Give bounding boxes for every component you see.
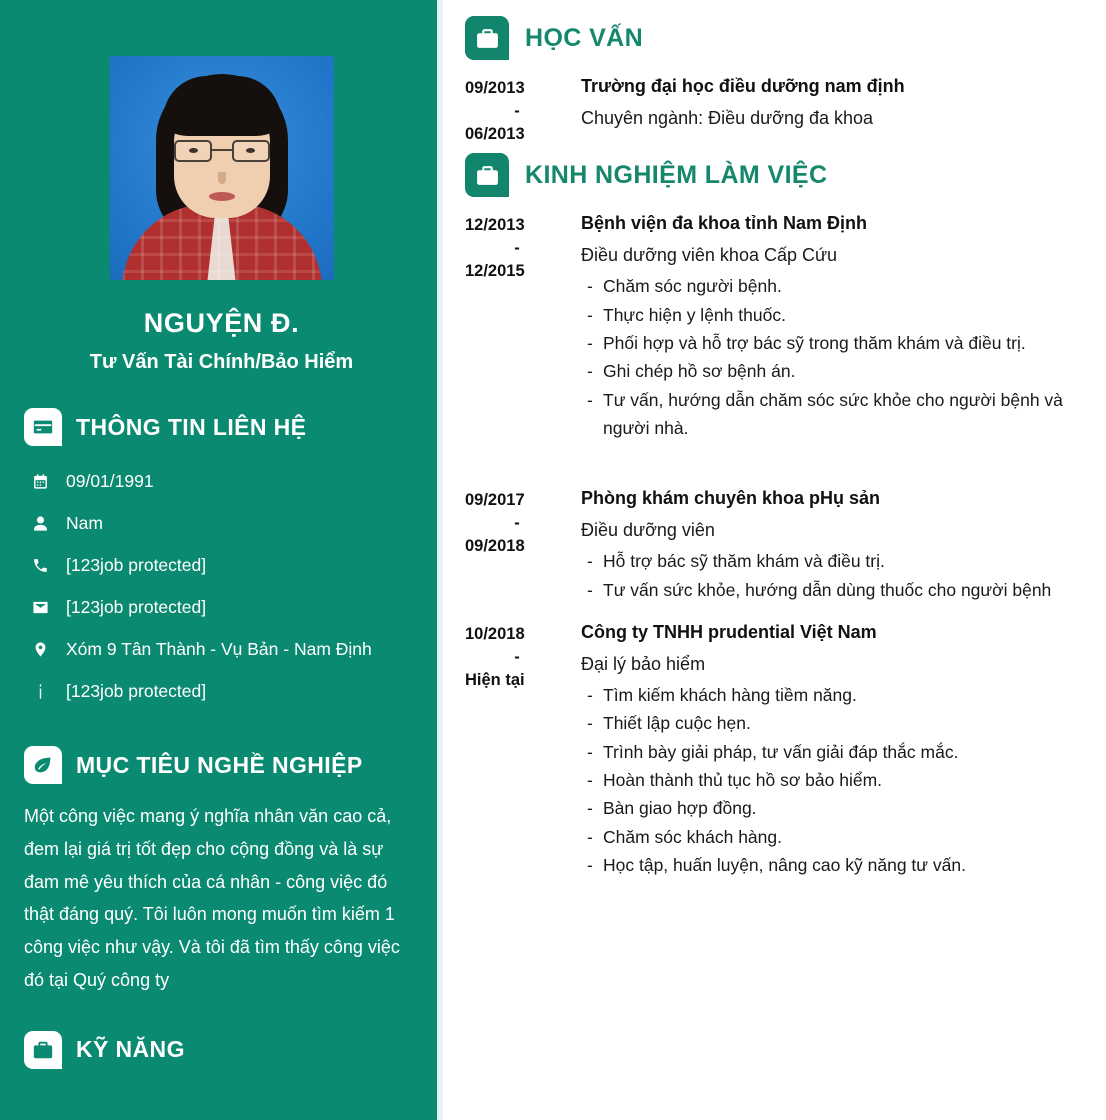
date-start: 09/2013	[465, 79, 525, 97]
list-item: - Thực hiện y lệnh thuốc.	[581, 301, 1106, 329]
location-pin-icon	[30, 641, 50, 658]
section-contact	[24, 408, 419, 712]
spacer	[465, 450, 1106, 488]
photo-container	[24, 0, 419, 280]
list-item: - Thiết lập cuộc hẹn.	[581, 709, 1106, 737]
contact-value-birthdate: 09/01/1991	[66, 470, 154, 491]
education-title: HỌC VẤN	[525, 23, 644, 52]
list-item: - Ghi chép hồ sơ bệnh án.	[581, 357, 1106, 385]
experience-body	[565, 488, 1106, 604]
experience-entry	[465, 213, 1106, 442]
list-item: - Học tập, huấn luyện, nâng cao kỹ năng tư vấn.	[581, 851, 1106, 879]
calendar-icon	[30, 473, 50, 490]
experience-company: Phòng khám chuyên khoa pHụ sản	[581, 488, 881, 509]
date-end: Hiện tại	[465, 670, 525, 689]
contact-title: THÔNG TIN LIÊN HỆ	[76, 413, 307, 440]
skills-header	[24, 1031, 419, 1069]
objective-header	[24, 746, 419, 784]
experience-body	[565, 213, 1106, 442]
experience-position: Điều dưỡng viên khoa Cấp Cứu	[581, 245, 838, 266]
section-skills	[24, 1031, 419, 1069]
experience-entry	[465, 622, 1106, 879]
contact-value-email: [123job protected]	[66, 596, 207, 617]
profile-role: Tư Vấn Tài Chính/Bảo Hiểm	[89, 351, 354, 373]
briefcase-icon	[465, 16, 509, 60]
list-item: - Hỗ trợ bác sỹ thăm khám và điều trị.	[581, 547, 1106, 575]
experience-position: Điều dưỡng viên	[581, 520, 715, 541]
date-start: 12/2013	[465, 216, 525, 235]
avatar	[110, 56, 334, 280]
experience-title: KINH NGHIỆM LÀM VIỆC	[525, 160, 828, 189]
section-experience	[465, 153, 1106, 879]
contact-value-info: [123job protected]	[66, 680, 207, 701]
list-item: - Tìm kiếm khách hàng tiềm năng.	[581, 681, 1106, 709]
list-item: - Hoàn thành thủ tục hồ sơ bảo hiểm.	[581, 766, 1106, 794]
date-end: 09/2018	[465, 536, 525, 555]
experience-company: Bệnh viện đa khoa tỉnh Nam Định	[581, 213, 868, 234]
section-objective	[24, 746, 419, 997]
contact-row-address	[24, 628, 419, 670]
profile-name: NGUYỆN Đ.	[143, 308, 300, 338]
list-item: - Chăm sóc khách hàng.	[581, 823, 1106, 851]
objective-text: Một công việc mang ý nghĩa nhân văn cao cả, đem lại giá trị tốt đẹp cho cộng đồng và là sự đam mê yêu thích của cá nhân - công việc đó thật đáng quý. Tôi luôn mong muốn tìm kiếm 1 công việc như vậy. Và tôi đã tìm thấy công việc đó tại Quý công ty	[24, 806, 400, 990]
info-icon	[30, 683, 50, 700]
envelope-icon	[30, 599, 50, 616]
education-body	[565, 76, 1106, 145]
list-item: - Phối hợp và hỗ trợ bác sỹ trong thăm khám và điều trị.	[581, 329, 1106, 357]
contact-row-birthdate	[24, 460, 419, 502]
date-end: 12/2015	[465, 261, 525, 280]
list-item: - Trình bày giải pháp, tư vấn giải đáp thắc mắc.	[581, 738, 1106, 766]
experience-company: Công ty TNHH prudential Việt Nam	[581, 622, 877, 643]
experience-bullets	[581, 547, 1106, 604]
experience-header	[465, 153, 1106, 197]
experience-entry	[465, 488, 1106, 604]
contact-row-info	[24, 670, 419, 712]
experience-bullets	[581, 272, 1106, 442]
list-item: - Bàn giao hợp đồng.	[581, 794, 1106, 822]
contact-row-gender	[24, 502, 419, 544]
date-start: 09/2017	[465, 491, 525, 510]
list-item: - Tư vấn, hướng dẫn chăm sóc sức khỏe cho người bệnh và người nhà.	[581, 386, 1106, 443]
contact-row-phone[interactable]	[24, 544, 419, 586]
nose-shape	[218, 172, 226, 184]
fringe-shape	[163, 76, 281, 136]
briefcase-icon	[465, 153, 509, 197]
date-dash: -	[514, 514, 520, 533]
section-education	[465, 16, 1106, 145]
contact-value-phone: [123job protected]	[66, 554, 207, 575]
briefcase-icon	[24, 1031, 62, 1069]
mouth-shape	[209, 192, 235, 201]
experience-body	[565, 622, 1106, 879]
date-start: 10/2018	[465, 625, 525, 644]
date-dash: -	[514, 101, 520, 120]
education-major: Chuyên ngành: Điều dưỡng đa khoa	[581, 108, 874, 128]
education-header	[465, 16, 1106, 60]
person-icon	[30, 515, 50, 532]
sidebar	[0, 0, 443, 1120]
education-dates	[465, 76, 565, 145]
education-school: Trường đại học điều dưỡng nam định	[581, 76, 905, 96]
experience-bullets	[581, 681, 1106, 879]
list-item: - Tư vấn sức khỏe, hướng dẫn dùng thuốc cho người bệnh	[581, 576, 1106, 604]
contact-header	[24, 408, 419, 446]
main-column	[443, 0, 1106, 1120]
date-dash: -	[514, 239, 520, 258]
objective-title: MỤC TIÊU NGHỀ NGHIỆP	[76, 751, 363, 778]
experience-dates	[465, 213, 565, 442]
leaf-icon	[24, 746, 62, 784]
contact-list	[24, 460, 419, 712]
date-dash: -	[514, 647, 520, 666]
phone-icon	[30, 557, 50, 574]
contact-value-address: Xóm 9 Tân Thành - Vụ Bản - Nam Định	[66, 638, 372, 659]
date-end: 06/2013	[465, 124, 525, 143]
experience-position: Đại lý bảo hiểm	[581, 654, 706, 675]
education-entry	[465, 76, 1106, 145]
contact-value-gender: Nam	[66, 512, 103, 533]
credit-card-icon	[24, 408, 62, 446]
glasses-icon	[174, 140, 270, 162]
experience-dates	[465, 622, 565, 879]
experience-dates	[465, 488, 565, 604]
skills-title: KỸ NĂNG	[76, 1036, 185, 1062]
contact-row-email[interactable]	[24, 586, 419, 628]
list-item: - Chăm sóc người bệnh.	[581, 272, 1106, 300]
